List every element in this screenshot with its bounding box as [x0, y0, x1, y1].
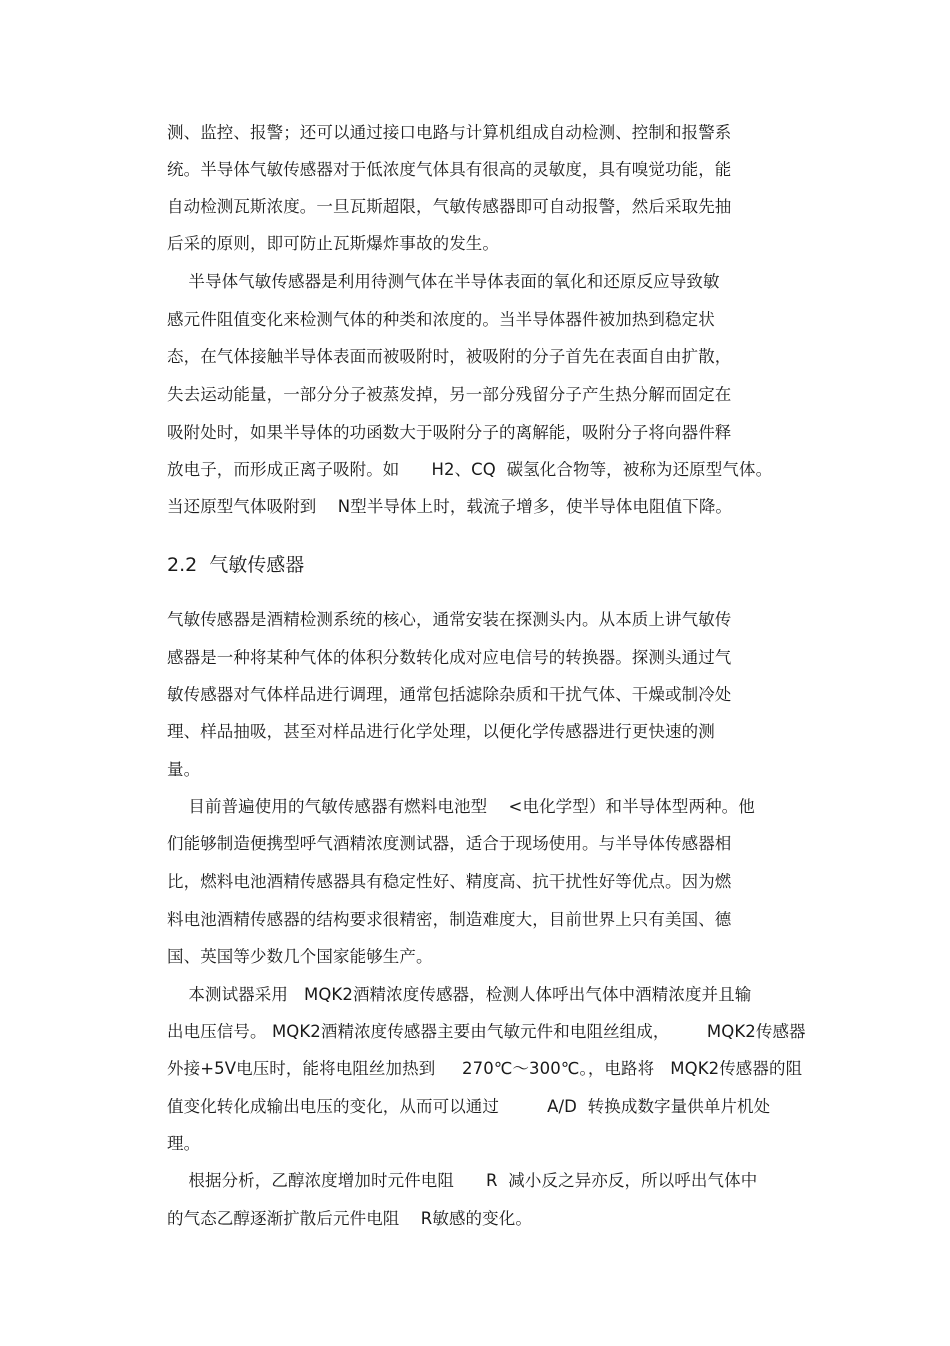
paragraph-line: 态，在气体接触半导体表面而被吸附时，被吸附的分子首先在表面自由扩散，: [167, 347, 732, 366]
paragraph-line: 量。: [167, 760, 201, 779]
paragraph-line: 当还原型气体吸附到 N型半导体上时，载流子增多，使半导体电阻值下降。: [167, 497, 733, 516]
paragraph-line: 出电压信号。 MQK2酒精浓度传感器主要由气敏元件和电阻丝组成， MQK2传感器: [167, 1022, 806, 1041]
paragraph-line: 自动检测瓦斯浓度。一旦瓦斯超限，气敏传感器即可自动报警，然后采取先抽: [167, 197, 732, 216]
paragraph-line: 外接+5V电压时，能将电阻丝加热到 270℃～300℃。，电路将 MQK2传感器的阻: [167, 1059, 803, 1078]
paragraph-line: 感元件阻值变化来检测气体的种类和浓度的。当半导体器件被加热到稳定状: [167, 310, 715, 329]
paragraph-line: 比，燃料电池酒精传感器具有稳定性好、精度高、抗干扰性好等优点。因为燃: [167, 872, 732, 891]
paragraph-line: 吸附处时，如果半导体的功函数大于吸附分子的离解能，吸附分子将向器件释: [167, 423, 732, 442]
paragraph-line: 根据分析，乙醇浓度增加时元件电阻 R 减小反之异亦反，所以呼出气体中: [167, 1171, 758, 1190]
paragraph-line: 半导体气敏传感器是利用待测气体在半导体表面的氧化和还原反应导致敏: [167, 272, 720, 291]
paragraph-line: 们能够制造便携型呼气酒精浓度测试器，适合于现场使用。与半导体传感器相: [167, 834, 732, 853]
paragraph-line: 放电子，而形成正离子吸附。如 H2、CQ 碳氢化合物等，被称为还原型气体。: [167, 460, 773, 479]
paragraph-line: 料电池酒精传感器的结构要求很精密，制造难度大，目前世界上只有美国、德: [167, 910, 732, 929]
paragraph-line: 目前普遍使用的气敏传感器有燃料电池型 <电化学型）和半导体型两种。他: [167, 797, 755, 816]
paragraph-line: 理。: [167, 1134, 201, 1153]
paragraph-line: 值变化转化成输出电压的变化，从而可以通过 A/D 转换成数字量供单片机处: [167, 1097, 771, 1116]
paragraph-line: 统。半导体气敏传感器对于低浓度气体具有很高的灵敏度，具有嗅觉功能，能: [167, 160, 732, 179]
paragraph-line: 感器是一种将某种气体的体积分数转化成对应电信号的转换器。探测头通过气: [167, 648, 732, 667]
paragraph-line: 本测试器采用 MQK2酒精浓度传感器，检测人体呼出气体中酒精浓度并且输: [167, 985, 752, 1004]
section-heading: 2.2 气敏传感器: [167, 554, 305, 576]
paragraph-line: 后采的原则，即可防止瓦斯爆炸事故的发生。: [167, 234, 499, 253]
paragraph-line: 的气态乙醇逐渐扩散后元件电阻 R敏感的变化。: [167, 1209, 532, 1228]
paragraph-line: 失去运动能量，一部分分子被蒸发掉，另一部分残留分子产生热分解而固定在: [167, 385, 732, 404]
paragraph-line: 测、监控、报警；还可以通过接口电路与计算机组成自动检测、控制和报警系: [167, 123, 732, 142]
paragraph-line: 敏传感器对气体样品进行调理，通常包括滤除杂质和干扰气体、干燥或制冷处: [167, 685, 732, 704]
paragraph-line: 理、样品抽吸，甚至对样品进行化学处理，以便化学传感器进行更快速的测: [167, 722, 715, 741]
paragraph-line: 气敏传感器是酒精检测系统的核心，通常安装在探测头内。从本质上讲气敏传: [167, 610, 732, 629]
paragraph-line: 国、英国等少数几个国家能够生产。: [167, 947, 433, 966]
